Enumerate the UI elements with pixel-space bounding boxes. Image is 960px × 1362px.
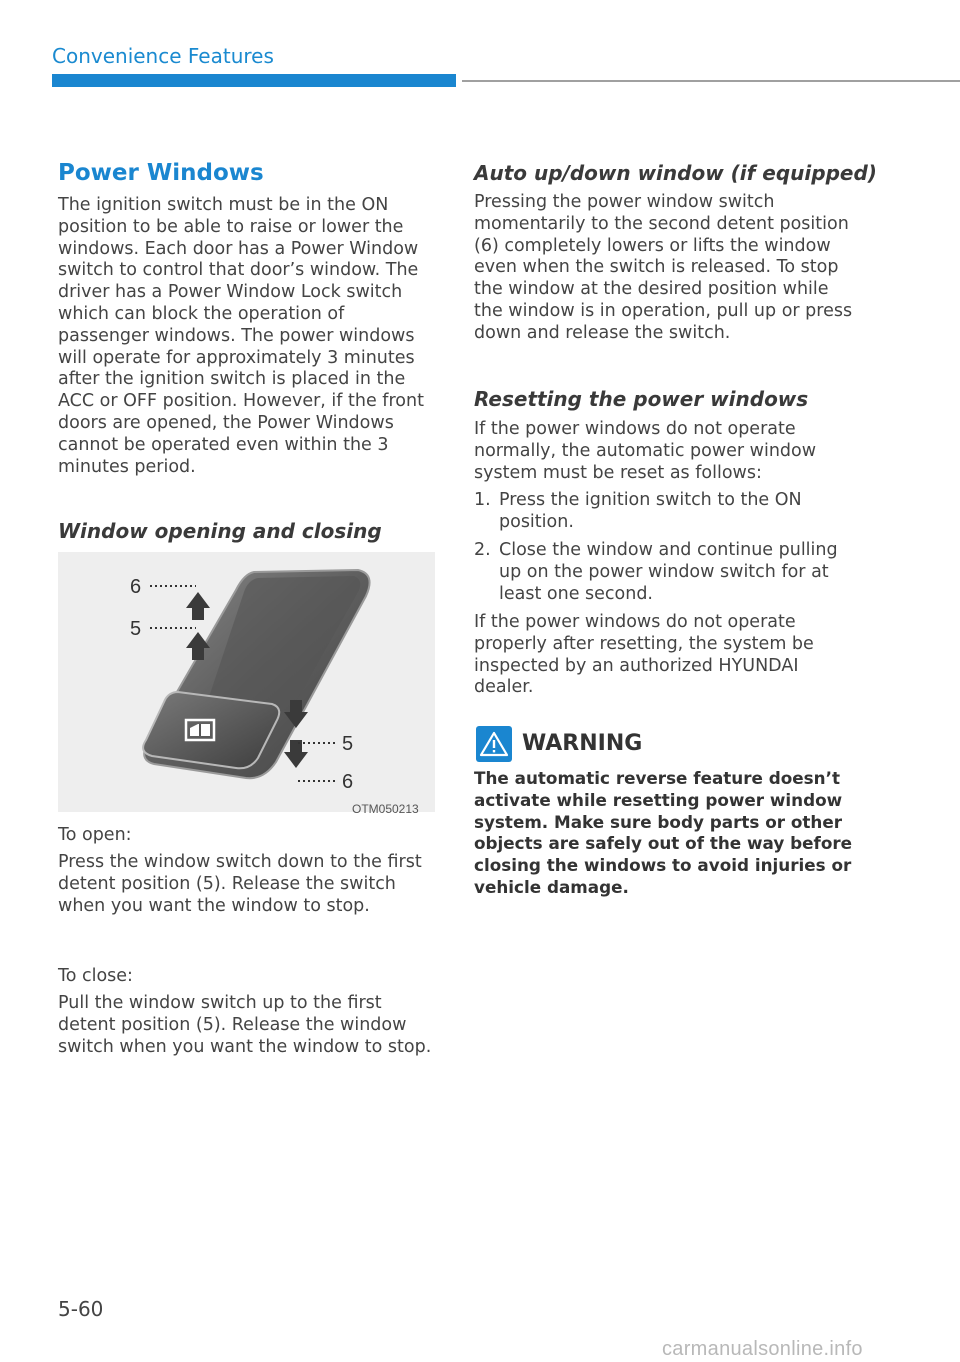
auto-text: Pressing the power window switch momentarily to the second detent position (6) completely lowers or lifts the window even when the switch is released. To stop the window at the desired position while the window is in operation, pull up or press down and release the switch. xyxy=(474,192,853,343)
step-text: Press the ignition switch to the ON position. xyxy=(499,490,802,532)
header-accent-bar xyxy=(52,74,456,87)
window-switch-illustration xyxy=(58,552,435,812)
open-text: Press the window switch down to the first detent position (5). Release the switch when you want the window to stop. xyxy=(58,852,422,916)
step-number: 1. xyxy=(474,490,491,510)
intro-paragraph: The ignition switch must be in the ON position to be able to raise or lower the windows. Each door has a Power Window switch to control that door’s window. The driver has a Power Window Lock switch which can block the operation of passenger windows. The power windows will operate for approximately 3 minutes after the ignition switch is placed in the ACC or OFF position. However, if the front doors are opened, the Power Windows cannot be operated even within the 3 minutes period. xyxy=(58,195,424,477)
watermark: carmanualsonline.info xyxy=(662,1338,863,1360)
reset-step-2 xyxy=(474,540,844,605)
subheading-auto-window: Auto up/down window (if equipped) xyxy=(474,161,877,185)
warning-icon xyxy=(476,726,512,762)
step-number: 2. xyxy=(474,540,491,560)
subheading-resetting: Resetting the power windows xyxy=(474,387,809,411)
open-label: To open: xyxy=(58,825,132,845)
page-number: 5-60 xyxy=(58,1297,104,1321)
callout-6-top: 6 xyxy=(130,576,142,598)
warning-title: WARNING xyxy=(522,731,643,756)
window-switch-figure xyxy=(58,552,435,816)
close-label: To close: xyxy=(58,966,133,986)
callout-5-bottom: 5 xyxy=(342,733,354,755)
figure-caption: OTM050213 xyxy=(352,802,419,816)
subheading-window-opening: Window opening and closing xyxy=(58,519,382,543)
warning-text: The automatic reverse feature doesn’t activate while resetting power window system. Make sure body parts or other objects are safely out of the way before closing the windows to avoid injuries or vehicle damage. xyxy=(474,768,853,897)
chapter-title: Convenience Features xyxy=(52,44,274,68)
reset-step-1 xyxy=(474,490,844,534)
callout-6-bottom: 6 xyxy=(342,771,354,793)
callout-5-top: 5 xyxy=(130,618,142,640)
step-text: Close the window and continue pulling up on the power window switch for at least one second. xyxy=(499,540,838,604)
reset-after-text: If the power windows do not operate properly after resetting, the system be inspected by an authorized HYUNDAI dealer. xyxy=(474,612,814,698)
close-text: Pull the window switch up to the first detent position (5). Release the window switch when you want the window to stop. xyxy=(58,993,432,1057)
header-rule xyxy=(462,80,960,82)
section-title: Power Windows xyxy=(58,160,264,186)
reset-intro: If the power windows do not operate normally, the automatic power window system must be reset as follows: xyxy=(474,419,817,483)
